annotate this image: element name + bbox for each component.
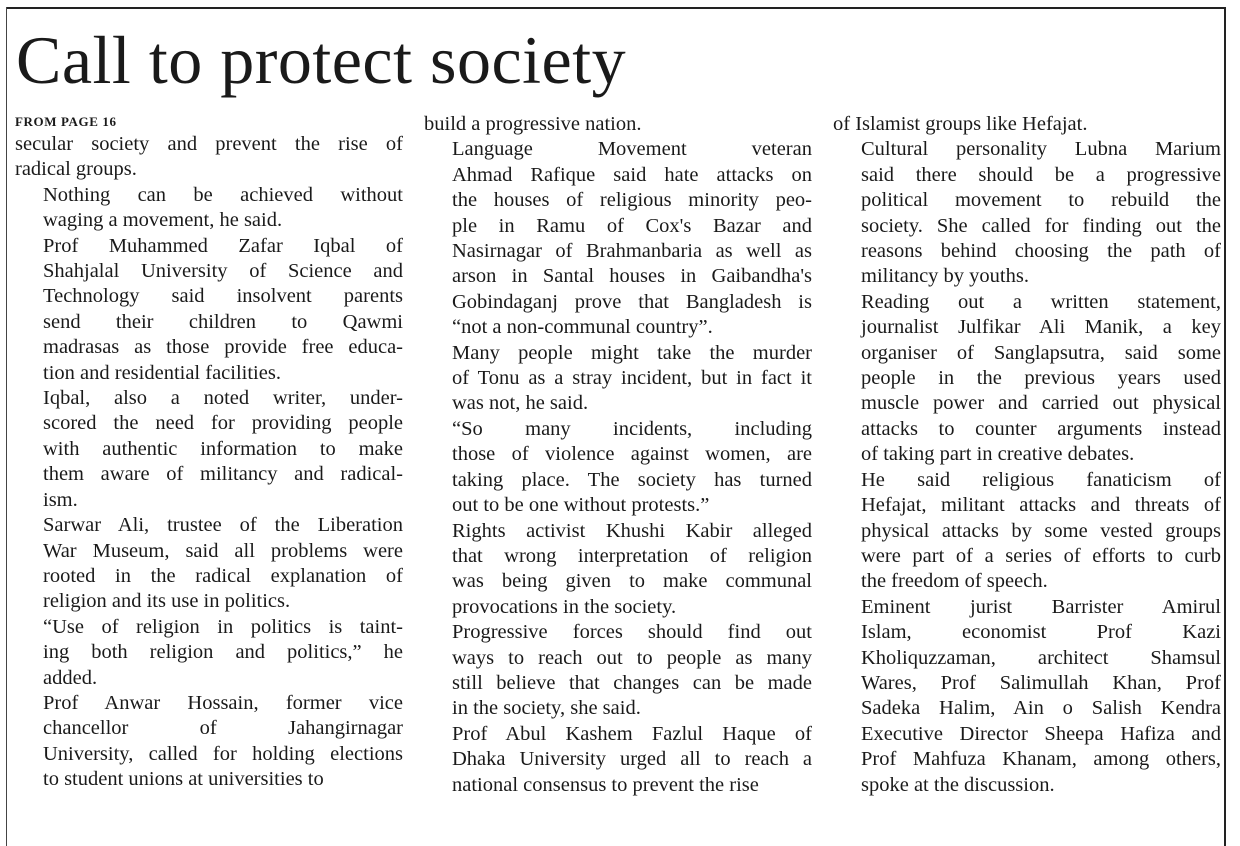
text-line: ple in Ramu of Cox's Bazar and <box>452 214 812 237</box>
text-line: ing both religion and politics,” he <box>43 641 403 664</box>
text-line: that wrong interpretation of religion <box>452 544 812 567</box>
text-line: Sarwar Ali, trustee of the Liberation <box>43 514 403 537</box>
article-paragraph <box>424 137 812 340</box>
article-paragraph <box>424 620 812 722</box>
text-line: those of violence against women, are <box>452 443 812 466</box>
text-line: Shahjalal University of Science and <box>43 260 403 283</box>
text-line: out to be one without protests.” <box>452 494 710 517</box>
text-line: Nothing can be achieved without <box>43 183 403 206</box>
top-border-rule <box>6 7 1226 9</box>
text-line: society. She called for finding out the <box>861 214 1221 237</box>
text-line: Prof Mahfuza Khanam, among others, <box>861 748 1221 771</box>
text-line: Ahmad Rafique said hate attacks on <box>452 163 812 186</box>
text-line: Wares, Prof Salimullah Khan, Prof <box>861 671 1221 694</box>
text-line: Eminent jurist Barrister Amirul <box>861 595 1221 618</box>
text-line: Hefajat, militant attacks and threats of <box>861 494 1221 517</box>
text-line: Rights activist Khushi Kabir alleged <box>452 519 812 542</box>
text-line: added. <box>43 666 98 689</box>
text-line: send their children to Qawmi <box>43 310 403 333</box>
article-paragraph <box>424 341 812 417</box>
text-line: was not, he said. <box>452 392 589 415</box>
text-line: Prof Muhammed Zafar Iqbal of <box>43 234 403 257</box>
text-line: spoke at the discussion. <box>861 773 1055 796</box>
text-line: arson in Santal houses in Gaibandha's <box>452 265 812 288</box>
text-line: Gobindaganj prove that Bangladesh is <box>452 290 812 313</box>
text-line: Islam, economist Prof Kazi <box>861 621 1221 644</box>
article-paragraph <box>424 722 812 798</box>
text-line: taking place. The society has turned <box>452 468 812 491</box>
text-line: waging a movement, he said. <box>43 209 283 232</box>
text-line: them aware of militancy and radical- <box>43 463 403 486</box>
article-paragraph <box>15 615 403 691</box>
text-line: build a progressive nation. <box>424 113 642 135</box>
text-line: ism. <box>43 488 78 511</box>
text-line: Cultural personality Lubna Marium <box>861 138 1221 161</box>
text-line: “Use of religion in politics is taint- <box>43 615 403 638</box>
article-paragraph <box>15 183 403 234</box>
text-line: radical groups. <box>15 158 137 181</box>
article-column-1 <box>15 112 403 793</box>
article-paragraph <box>833 595 1221 798</box>
text-line: War Museum, said all problems were <box>43 539 403 562</box>
text-line: “So many incidents, including <box>452 417 812 440</box>
text-line: rooted in the radical explanation of <box>43 564 403 587</box>
text-line: University, called for holding elections <box>43 742 403 765</box>
article-paragraph <box>15 234 403 386</box>
text-line: Language Movement veteran <box>452 138 812 161</box>
text-line: was being given to make communal <box>452 570 812 593</box>
text-line: Prof Anwar Hossain, former vice <box>43 691 403 714</box>
text-line: Nasirnagar of Brahmanbaria as well as <box>452 240 812 263</box>
text-line: the freedom of speech. <box>861 570 1048 593</box>
text-line: were part of a series of efforts to curb <box>861 544 1221 567</box>
text-line: attacks to counter arguments instead <box>861 417 1221 440</box>
right-border-rule <box>1224 7 1226 846</box>
text-line: Kholiquzzaman, architect Shamsul <box>861 646 1221 669</box>
text-line: journalist Julfikar Ali Manik, a key <box>861 316 1221 339</box>
text-line: in the society, she said. <box>452 697 641 720</box>
text-line: militancy by youths. <box>861 265 1029 288</box>
text-line: the houses of religious minority peo- <box>452 189 812 212</box>
text-line: of Islamist groups like Hefajat. <box>833 113 1088 135</box>
text-line: He said religious fanaticism of <box>861 468 1221 491</box>
text-line: organiser of Sanglapsutra, said some <box>861 341 1221 364</box>
text-line: reasons behind choosing the path of <box>861 240 1221 263</box>
text-line: political movement to rebuild the <box>861 189 1221 212</box>
text-line: Prof Abul Kashem Fazlul Haque of <box>452 722 812 745</box>
text-line: madrasas as those provide free educa- <box>43 336 403 359</box>
article-paragraph <box>833 112 1221 137</box>
text-line: of Tonu as a stray incident, but in fact it <box>452 367 812 390</box>
article-paragraph <box>424 417 812 519</box>
text-line: Technology said insolvent parents <box>43 285 403 308</box>
text-line: people in the previous years used <box>861 367 1221 390</box>
text-line: Progressive forces should find out <box>452 621 812 644</box>
text-line: Sadeka Halim, Ain o Salish Kendra <box>861 697 1221 720</box>
article-paragraph <box>15 386 403 513</box>
text-line: said there should be a progressive <box>861 163 1221 186</box>
text-line: chancellor of Jahangirnagar <box>43 717 403 740</box>
left-border-rule <box>6 7 7 846</box>
article-column-3 <box>833 112 1221 798</box>
article-paragraph <box>833 137 1221 289</box>
text-line: Executive Director Sheepa Hafiza and <box>861 722 1221 745</box>
text-line: tion and residential facilities. <box>43 361 281 384</box>
text-line: physical attacks by some vested groups <box>861 519 1221 542</box>
article-paragraph <box>15 132 403 183</box>
article-paragraph <box>15 691 403 793</box>
text-line: scored the need for providing people <box>43 412 403 435</box>
text-line: with authentic information to make <box>43 437 403 460</box>
text-line: national consensus to prevent the rise <box>452 773 759 796</box>
article-paragraph <box>15 513 403 615</box>
text-line: provocations in the society. <box>452 595 677 618</box>
text-line: Reading out a written statement, <box>861 290 1221 313</box>
text-line: secular society and prevent the rise of <box>15 133 403 155</box>
article-paragraph <box>424 112 812 137</box>
text-line: to student unions at universities to <box>43 768 324 791</box>
article-paragraph <box>424 519 812 621</box>
text-line: Iqbal, also a noted writer, under- <box>43 387 403 410</box>
article-column-2 <box>424 112 812 798</box>
text-line: of taking part in creative debates. <box>861 443 1135 466</box>
text-line: “not a non-communal country”. <box>452 316 713 339</box>
text-line: ways to reach out to people as many <box>452 646 812 669</box>
continuation-kicker: FROM PAGE 16 <box>15 114 117 129</box>
article-headline: Call to protect society <box>16 22 627 98</box>
text-line: still believe that changes can be made <box>452 671 812 694</box>
text-line: Many people might take the murder <box>452 341 812 364</box>
article-paragraph <box>833 468 1221 595</box>
text-line: religion and its use in politics. <box>43 590 291 613</box>
text-line: muscle power and carried out physical <box>861 392 1221 415</box>
article-paragraph <box>833 290 1221 468</box>
text-line: Dhaka University urged all to reach a <box>452 748 812 771</box>
